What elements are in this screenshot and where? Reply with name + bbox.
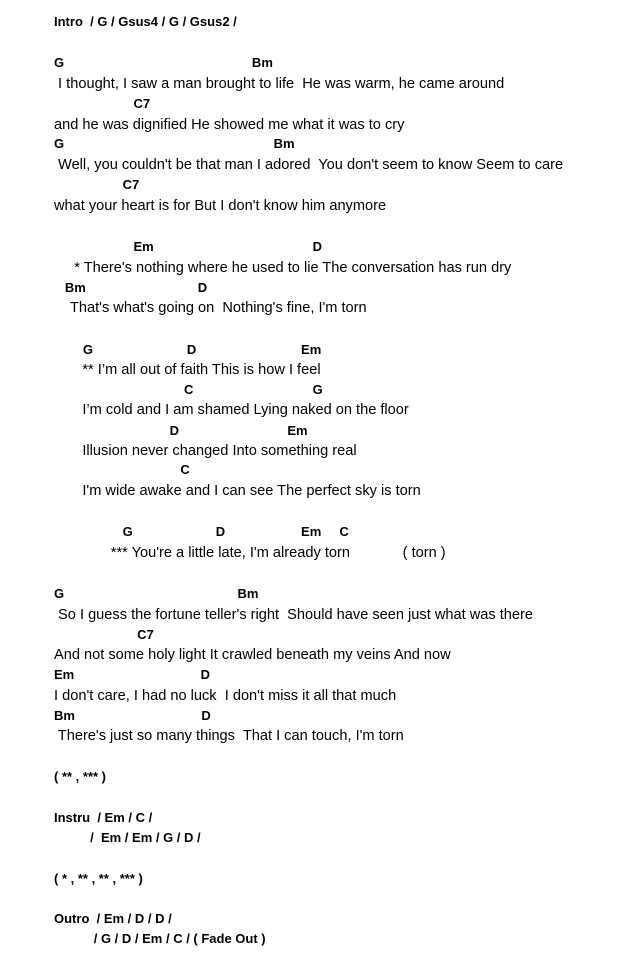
chorus-lyric-line: Illusion never changed Into something real <box>54 443 357 459</box>
lyric-line: I don't care, I had no luck I don't miss it all that much <box>54 688 397 704</box>
chord-line: G Bm <box>54 586 259 601</box>
lyric-line: what your heart is for But I don't know him anymore <box>54 198 387 214</box>
outro-line: / G / D / Em / C / ( Fade Out ) <box>54 931 266 946</box>
lyric-line: So I guess the fortune teller's right Should have seen just what was there <box>54 607 533 623</box>
chord-line: G Bm <box>54 55 273 70</box>
chord-line: C7 <box>54 177 140 192</box>
chord-line: C G <box>54 382 323 397</box>
section-marker: ( ** , *** ) <box>54 769 107 784</box>
section-marker: ( * , ** , ** , *** ) <box>54 871 143 886</box>
chord-line: Bm D <box>54 280 208 295</box>
chorus-lyric-line: ** I’m all out of faith This is how I feel <box>54 362 321 378</box>
outro-line: Outro / Em / D / D / <box>54 911 172 926</box>
instru-line: / Em / Em / G / D / <box>54 830 201 845</box>
chorus-lyric-line: * There's nothing where he used to lie The conversation has run dry <box>54 260 512 276</box>
lyric-line: I thought, I saw a man brought to life He was warm, he came around <box>54 76 505 92</box>
chorus-lyric-line: *** You're a little late, I'm already torn ( torn ) <box>54 545 446 561</box>
chord-line: Bm D <box>54 708 211 723</box>
chord-line: G D Em C <box>54 524 349 539</box>
chorus-lyric-line: I'm wide awake and I can see The perfect sky is torn <box>54 483 421 499</box>
instru-line: Instru / Em / C / <box>54 810 153 825</box>
lyric-line: Well, you couldn't be that man I adored You don't seem to know Seem to care <box>54 157 564 173</box>
intro-line: Intro / G / Gsus4 / G / Gsus2 / <box>54 14 237 29</box>
chorus-lyric-line: That's what's going on Nothing's fine, I'm torn <box>54 300 367 316</box>
lyric-line: And not some holy light It crawled beneath my veins And now <box>54 647 451 663</box>
chord-line: D Em <box>54 423 308 438</box>
lyric-line: and he was dignified He showed me what it was to cry <box>54 117 405 133</box>
chord-line: G Bm <box>54 136 295 151</box>
chord-line: C7 <box>54 627 154 642</box>
chord-line: C7 <box>54 96 151 111</box>
chord-line: C <box>54 462 190 477</box>
chord-line: Em D <box>54 667 211 682</box>
chorus-lyric-line: I’m cold and I am shamed Lying naked on the floor <box>54 402 409 418</box>
chord-line: Em D <box>54 239 322 254</box>
lyric-line: There's just so many things That I can touch, I'm torn <box>54 728 404 744</box>
chord-line: G D Em <box>54 342 322 357</box>
